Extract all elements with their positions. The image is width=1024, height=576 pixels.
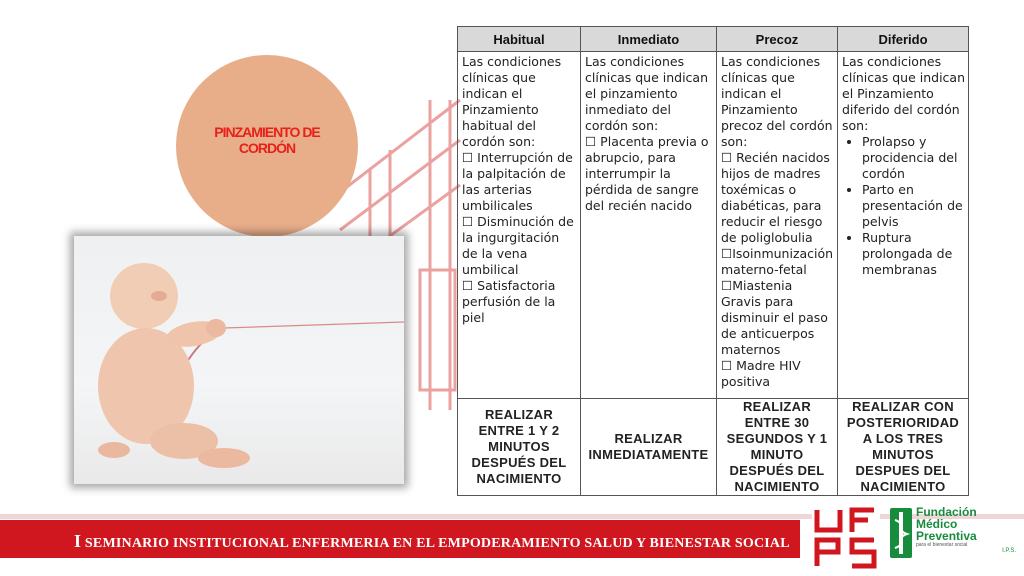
condition-item: ☐ Satisfactoria perfusión de la piel (462, 278, 556, 325)
timing-inmediato: REALIZAR INMEDIATAMENTE (581, 399, 717, 496)
topic-title: PINZAMIENTO DE CORDÓN (214, 124, 320, 156)
fmp-logo-text (916, 506, 1020, 554)
cell-intro: Las condiciones clínicas que indican el Pinzamiento precoz del cordón son: (721, 54, 833, 149)
fmp-name-2: Médico (916, 517, 958, 531)
timing-precoz: REALIZAR ENTRE 30 SEGUNDOS Y 1 MINUTO DESPUÉS DEL NACIMIENTO (717, 399, 838, 496)
header-precoz: Precoz (717, 27, 838, 52)
footer-first-letter: I (74, 531, 82, 551)
caduceus-icon (888, 506, 914, 562)
ufps-logo-text: UFPS (846, 570, 849, 571)
footer-text: SEMINARIO INSTITUCIONAL ENFERMERIA EN EL EMPODERAMIENTO SALUD Y BIENESTAR SOCIAL (84, 536, 790, 551)
condition-item: ☐ Madre HIV positiva (721, 358, 801, 389)
fmp-name-1: Fundación (916, 505, 977, 519)
list-item: • Prolapso y procidencia del cordón (862, 134, 965, 182)
header-habitual: Habitual (458, 27, 581, 52)
cell-intro: Las condiciones clínicas que indican el pinzamiento inmediato del cordón son: (585, 54, 709, 133)
table-footer-row (458, 399, 969, 496)
condition-item: ☐Miastenia Gravis para disminuir el paso de anticuerpos maternos (721, 278, 828, 357)
header-diferido: Diferido (838, 27, 969, 52)
condition-item: ☐ Interrupción de la palpitación de las arterias umbilicales (462, 150, 573, 213)
condition-list (842, 134, 965, 278)
cell-inmediato (581, 52, 717, 399)
baby-illustration-icon (74, 236, 404, 484)
condition-item: ☐ Recién nacidos hijos de madres toxémicas o diabéticas, para reducir el riesgo de poliglobulia (721, 150, 830, 245)
topic-circle (176, 55, 358, 237)
fmp-name-3: Preventiva (916, 529, 977, 543)
cord-clamping-table (457, 26, 968, 496)
comparison-table (457, 26, 969, 496)
footer-title (74, 531, 790, 552)
cell-intro: Las condiciones clínicas que indican el Pinzamiento habitual del cordón son: (462, 54, 562, 149)
header-inmediato: Inmediato (581, 27, 717, 52)
baby-cord-photo (74, 236, 404, 484)
table-header-row (458, 27, 969, 52)
cell-diferido (838, 52, 969, 399)
fmp-tagline: para el bienestar social (916, 542, 968, 548)
table-row (458, 52, 969, 399)
cell-habitual (458, 52, 581, 399)
condition-item: ☐Isoinmunización materno-fetal (721, 246, 834, 277)
timing-habitual: REALIZAR ENTRE 1 Y 2 MINUTOS DESPUÉS DEL NACIMIENTO (458, 399, 581, 496)
cell-precoz (717, 52, 838, 399)
cell-intro: Las condiciones clínicas que indican el Pinzamiento diferido del cordón son: (842, 54, 966, 133)
timing-diferido: REALIZAR CON POSTERIORIDAD A LOS TRES MINUTOS DESPUES DEL NACIMIENTO (838, 399, 969, 496)
condition-item: ☐ Disminución de la ingurgitación de la vena umbilical (462, 214, 574, 277)
list-item: • Parto en presentación de pelvis (862, 182, 965, 230)
fmp-ips: I.P.S. (1002, 548, 1016, 554)
list-item: • Ruptura prolongada de membranas (862, 230, 965, 278)
condition-item: ☐ Placenta previa o abrupcio, para interrumpir la pérdida de sangre del recién nacido (585, 134, 709, 213)
ufps-logo-icon (812, 504, 880, 570)
